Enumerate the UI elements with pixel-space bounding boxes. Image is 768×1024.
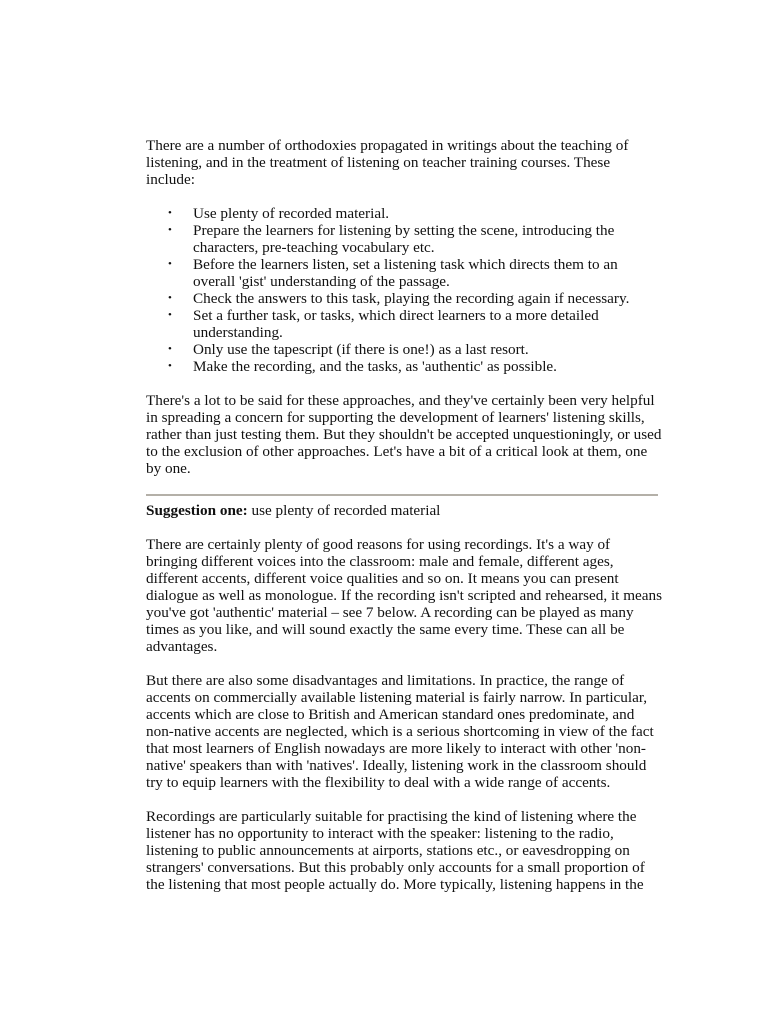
list-item [168,256,662,290]
bullet-icon: • [168,258,172,270]
list-item-text: Only use the tapescript (if there is one!) as a last resort. [193,341,529,358]
disadvantages-paragraph: But there are also some disadvantages and limitations. In practice, the range of accents on commercially available listening material is fairly narrow. In particular, accents which are close to British and American standard ones predominate, and non-native accents are neglected, which is a serious shortcoming in view of the fact that most learners of English nowadays are more likely to interact with other 'non-native' speakers than with 'natives'. Ideally, listening work in the classroom should try to equip learners with the flexibility to deal with a wide range of accents. [146,672,654,791]
recordings-paragraph: Recordings are particularly suitable for practising the kind of listening where the listener has no opportunity to interact with the speaker: listening to the radio, listening to public announcements at airports, stations etc., or eavesdropping on strangers' conversations. But this probably only accounts for a small proportion of the listening that most people actually do. More typically, listening happens in the [146,808,645,893]
bullet-icon: • [168,224,172,236]
list-item [168,358,662,375]
bullet-icon: • [168,360,172,372]
bullet-icon: • [168,343,172,355]
section-heading-text: use plenty of recorded material [247,502,441,519]
section-heading [146,502,662,519]
list-item-text: Use plenty of recorded material. [193,205,390,222]
reasons-paragraph: There are certainly plenty of good reasons for using recordings. It's a way of bringing different voices into the classroom: male and female, different ages, different accents, different voice qualities and so on. It means you can present dialogue as well as monologue. If the recording isn't scripted and rehearsed, it means you've got 'authentic' material – see 7 below. A recording can be played as many times as you like, and will sound exactly the same every time. These can all be advantages. [146,536,662,655]
intro-paragraph: There are a number of orthodoxies propagated in writings about the teaching of listening, and in the treatment of listening on teacher training courses. These include: [146,137,629,188]
list-item-text: Check the answers to this task, playing the recording again if necessary. [193,290,630,307]
list-item-text: Before the learners listen, set a listening task which directs them to an overall 'gist' understanding of the passage. [193,256,618,290]
list-item [168,205,662,222]
bullet-icon: • [168,207,172,219]
list-item [168,222,662,256]
orthodoxies-list [146,205,662,375]
list-item [168,290,662,307]
section-divider [146,494,658,496]
bullet-icon: • [168,309,172,321]
section-heading-bold: Suggestion one: [146,502,248,519]
list-item-text: Make the recording, and the tasks, as 'authentic' as possible. [193,358,557,375]
approaches-paragraph: There's a lot to be said for these approaches, and they've certainly been very helpful in spreading a concern for supporting the development of learners' listening skills, rather than just testing them. But they shouldn't be accepted unquestioningly, or used to the exclusion of other approaches. Let's have a bit of a critical look at them, one by one. [146,392,662,477]
list-item [168,307,662,341]
bullet-icon: • [168,292,172,304]
list-item-text: Set a further task, or tasks, which direct learners to a more detailed understanding. [193,307,599,341]
list-item [168,341,662,358]
list-item-text: Prepare the learners for listening by setting the scene, introducing the characters, pre-teaching vocabulary etc. [193,222,615,256]
document-page [146,137,662,893]
